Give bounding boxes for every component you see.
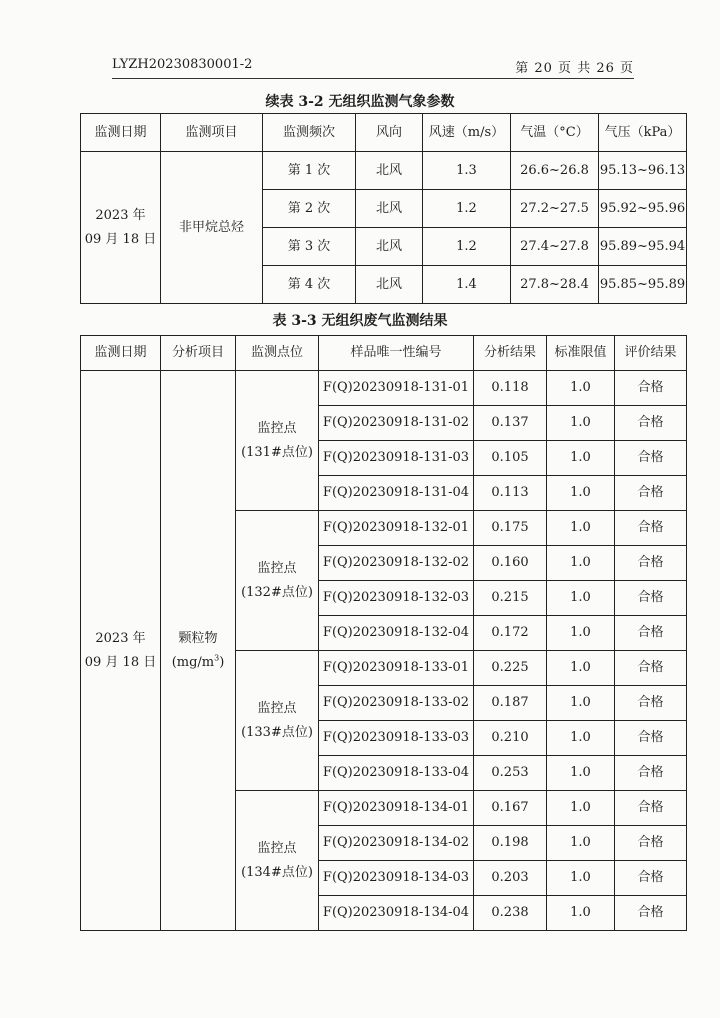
wind-speed-cell: 1.2 xyxy=(423,228,511,266)
result-cell: 0.198 xyxy=(474,826,547,861)
header-cell: 分析项目 xyxy=(161,336,236,371)
date-year: 2023 年 xyxy=(95,207,146,223)
temperature-cell: 26.6~26.8 xyxy=(511,152,599,190)
header-cell: 风向 xyxy=(356,114,423,152)
sample-id-cell: F(Q)20230918-133-01 xyxy=(319,651,474,686)
result-cell: 0.137 xyxy=(474,406,547,441)
date-day: 09 月 18 日 xyxy=(84,231,157,247)
limit-cell: 1.0 xyxy=(547,441,615,476)
monitor-date-cell xyxy=(81,371,161,931)
header-cell: 监测项目 xyxy=(161,114,263,152)
sample-id-cell: F(Q)20230918-133-02 xyxy=(319,686,474,721)
emission-results-table xyxy=(80,335,687,931)
table-header-row xyxy=(81,114,687,152)
evaluation-cell: 合格 xyxy=(615,581,687,616)
header-cell: 监测点位 xyxy=(236,336,319,371)
limit-cell: 1.0 xyxy=(547,861,615,896)
sample-id-cell: F(Q)20230918-134-03 xyxy=(319,861,474,896)
evaluation-cell: 合格 xyxy=(615,371,687,406)
temperature-cell: 27.2~27.5 xyxy=(511,190,599,228)
analysis-item-name: 颗粒物 xyxy=(178,630,218,646)
sample-id-cell: F(Q)20230918-131-03 xyxy=(319,441,474,476)
result-cell: 0.238 xyxy=(474,896,547,931)
sample-id-cell: F(Q)20230918-131-01 xyxy=(319,371,474,406)
date-day: 09 月 18 日 xyxy=(84,654,157,670)
result-cell: 0.118 xyxy=(474,371,547,406)
frequency-cell: 第 4 次 xyxy=(263,266,356,304)
sample-id-cell: F(Q)20230918-131-04 xyxy=(319,476,474,511)
point-label: 监控点 xyxy=(257,420,297,436)
page-number: 第 20 页 共 26 页 xyxy=(515,61,634,76)
point-code: (132#点位) xyxy=(241,584,313,600)
header-cell: 风速（m/s） xyxy=(423,114,511,152)
evaluation-cell: 合格 xyxy=(615,476,687,511)
header-cell: 气温（°C） xyxy=(511,114,599,152)
limit-cell: 1.0 xyxy=(547,721,615,756)
evaluation-cell: 合格 xyxy=(615,651,687,686)
evaluation-cell: 合格 xyxy=(615,721,687,756)
wind-direction-cell: 北风 xyxy=(356,190,423,228)
limit-cell: 1.0 xyxy=(547,826,615,861)
point-label: 监控点 xyxy=(257,840,297,856)
point-code: (133#点位) xyxy=(241,724,313,740)
header-cell: 监测频次 xyxy=(263,114,356,152)
point-label: 监控点 xyxy=(257,560,297,576)
sample-id-cell: F(Q)20230918-132-04 xyxy=(319,616,474,651)
result-cell: 0.172 xyxy=(474,616,547,651)
sample-id-cell: F(Q)20230918-134-02 xyxy=(319,826,474,861)
header-cell: 分析结果 xyxy=(474,336,547,371)
table1-caption: 续表 3-2 无组织监测气象参数 xyxy=(265,94,455,110)
evaluation-cell: 合格 xyxy=(615,896,687,931)
evaluation-cell: 合格 xyxy=(615,616,687,651)
evaluation-cell: 合格 xyxy=(615,406,687,441)
result-cell: 0.113 xyxy=(474,476,547,511)
limit-cell: 1.0 xyxy=(547,651,615,686)
temperature-cell: 27.8~28.4 xyxy=(511,266,599,304)
evaluation-cell: 合格 xyxy=(615,861,687,896)
date-year: 2023 年 xyxy=(95,630,146,646)
result-cell: 0.105 xyxy=(474,441,547,476)
limit-cell: 1.0 xyxy=(547,476,615,511)
header-cell: 样品唯一性编号 xyxy=(319,336,474,371)
sample-id-cell: F(Q)20230918-132-03 xyxy=(319,581,474,616)
temperature-cell: 27.4~27.8 xyxy=(511,228,599,266)
wind-direction-cell: 北风 xyxy=(356,228,423,266)
evaluation-cell: 合格 xyxy=(615,756,687,791)
evaluation-cell: 合格 xyxy=(615,686,687,721)
monitor-point-cell xyxy=(236,791,319,931)
point-code: (131#点位) xyxy=(241,444,313,460)
document-id: LYZH20230830001-2 xyxy=(112,57,253,72)
limit-cell: 1.0 xyxy=(547,616,615,651)
wind-direction-cell: 北风 xyxy=(356,152,423,190)
limit-cell: 1.0 xyxy=(547,511,615,546)
frequency-cell: 第 2 次 xyxy=(263,190,356,228)
sample-id-cell: F(Q)20230918-131-02 xyxy=(319,406,474,441)
limit-cell: 1.0 xyxy=(547,896,615,931)
header-cell: 评价结果 xyxy=(615,336,687,371)
result-cell: 0.175 xyxy=(474,511,547,546)
result-cell: 0.215 xyxy=(474,581,547,616)
result-cell: 0.167 xyxy=(474,791,547,826)
limit-cell: 1.0 xyxy=(547,756,615,791)
header-cell: 监测日期 xyxy=(81,336,161,371)
monitor-point-cell xyxy=(236,371,319,511)
result-cell: 0.225 xyxy=(474,651,547,686)
monitor-point-cell xyxy=(236,511,319,651)
point-label: 监控点 xyxy=(257,700,297,716)
pressure-cell: 95.92~95.96 xyxy=(599,190,687,228)
table2-caption: 表 3-3 无组织废气监测结果 xyxy=(272,313,448,329)
limit-cell: 1.0 xyxy=(547,546,615,581)
header-cell: 气压（kPa） xyxy=(599,114,687,152)
evaluation-cell: 合格 xyxy=(615,826,687,861)
limit-cell: 1.0 xyxy=(547,791,615,826)
sample-id-cell: F(Q)20230918-132-02 xyxy=(319,546,474,581)
limit-cell: 1.0 xyxy=(547,686,615,721)
evaluation-cell: 合格 xyxy=(615,791,687,826)
result-cell: 0.160 xyxy=(474,546,547,581)
analysis-item-cell xyxy=(161,371,236,931)
wind-direction-cell: 北风 xyxy=(356,266,423,304)
frequency-cell: 第 3 次 xyxy=(263,228,356,266)
result-cell: 0.187 xyxy=(474,686,547,721)
header-cell: 监测日期 xyxy=(81,114,161,152)
sample-id-cell: F(Q)20230918-133-04 xyxy=(319,756,474,791)
monitor-date-cell xyxy=(81,152,161,304)
result-cell: 0.253 xyxy=(474,756,547,791)
sample-id-cell: F(Q)20230918-132-01 xyxy=(319,511,474,546)
weather-parameters-table xyxy=(80,113,687,304)
table-row xyxy=(81,152,687,190)
pressure-cell: 95.85~95.89 xyxy=(599,266,687,304)
wind-speed-cell: 1.2 xyxy=(423,190,511,228)
sample-id-cell: F(Q)20230918-134-01 xyxy=(319,791,474,826)
limit-cell: 1.0 xyxy=(547,406,615,441)
result-cell: 0.210 xyxy=(474,721,547,756)
evaluation-cell: 合格 xyxy=(615,511,687,546)
frequency-cell: 第 1 次 xyxy=(263,152,356,190)
evaluation-cell: 合格 xyxy=(615,441,687,476)
limit-cell: 1.0 xyxy=(547,371,615,406)
monitor-point-cell xyxy=(236,651,319,791)
evaluation-cell: 合格 xyxy=(615,546,687,581)
wind-speed-cell: 1.4 xyxy=(423,266,511,304)
monitor-item-cell: 非甲烷总烃 xyxy=(161,152,263,304)
wind-speed-cell: 1.3 xyxy=(423,152,511,190)
limit-cell: 1.0 xyxy=(547,581,615,616)
result-cell: 0.203 xyxy=(474,861,547,896)
page-header xyxy=(112,54,634,79)
sample-id-cell: F(Q)20230918-133-03 xyxy=(319,721,474,756)
point-code: (134#点位) xyxy=(241,864,313,880)
table-header-row xyxy=(81,336,687,371)
table-row xyxy=(81,371,687,406)
header-cell: 标准限值 xyxy=(547,336,615,371)
sample-id-cell: F(Q)20230918-134-04 xyxy=(319,896,474,931)
pressure-cell: 95.13~96.13 xyxy=(599,152,687,190)
pressure-cell: 95.89~95.94 xyxy=(599,228,687,266)
analysis-item-unit: $(mg/m^3)$ xyxy=(171,653,225,670)
